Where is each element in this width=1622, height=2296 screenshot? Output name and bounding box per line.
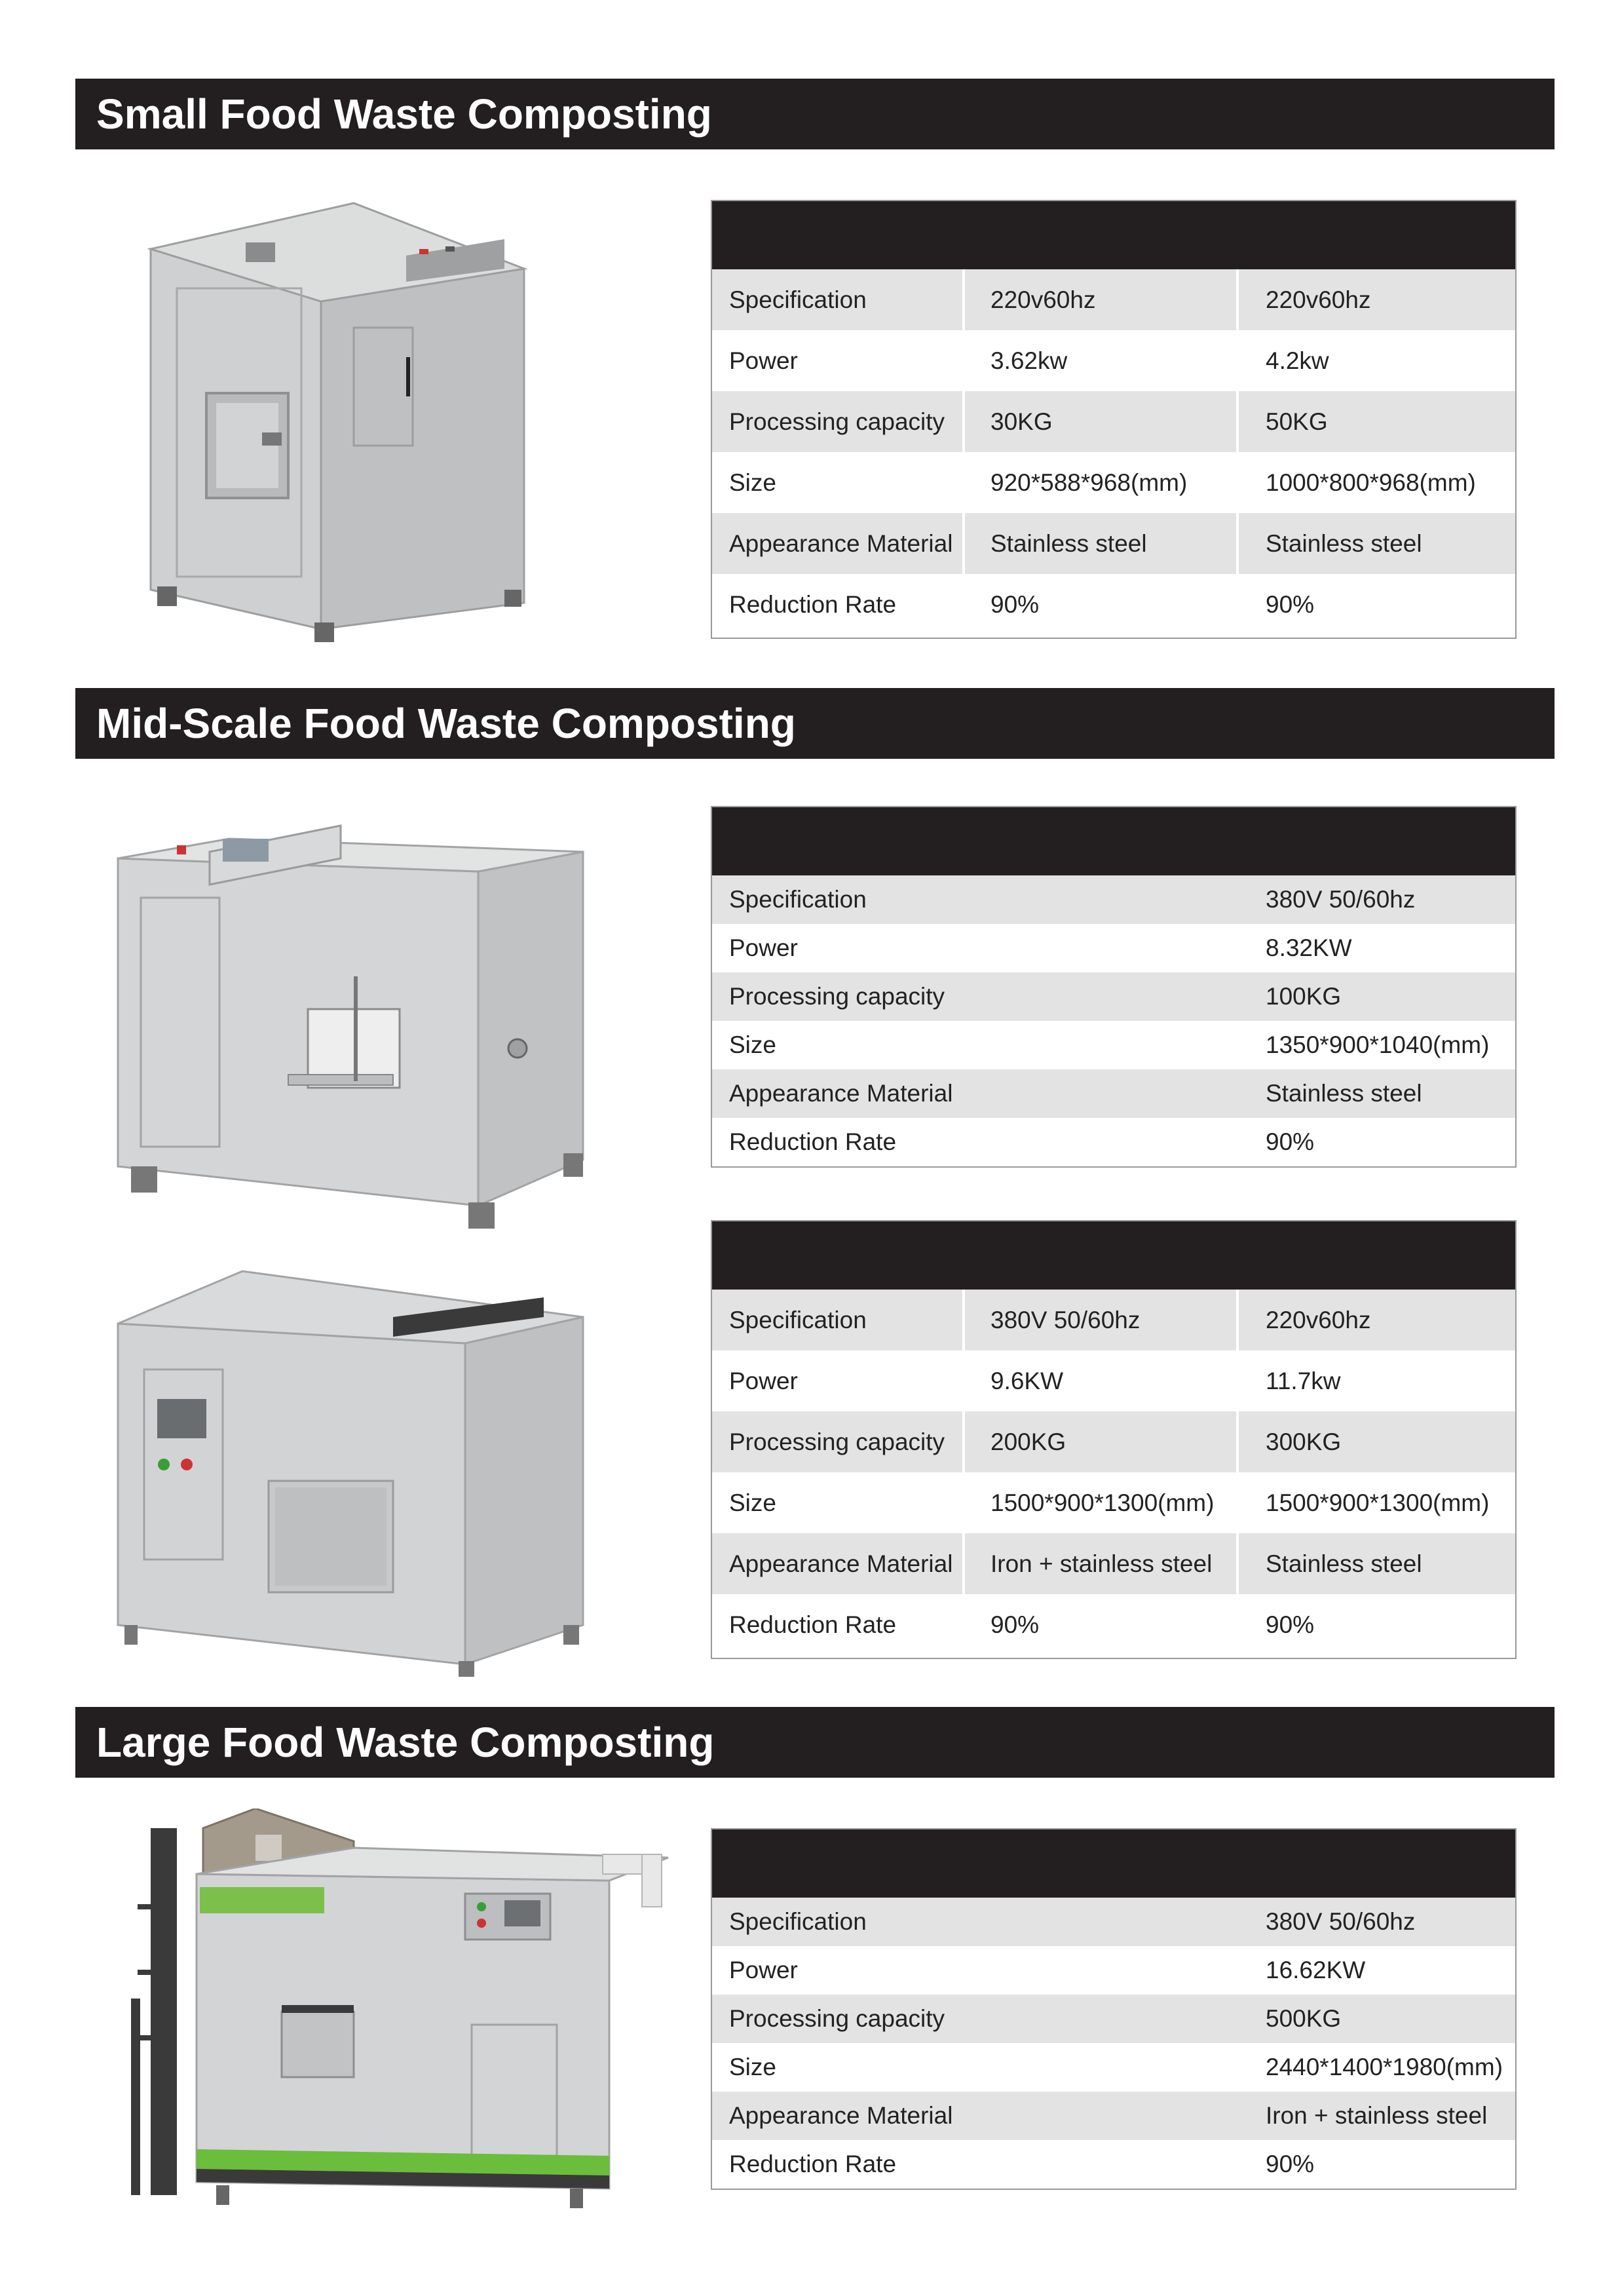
table-row — [712, 1995, 1515, 2043]
row-label: Specification — [729, 1908, 867, 1935]
row-value-2: 220v60hz — [1266, 286, 1371, 313]
row-label: Size — [729, 1489, 776, 1516]
table-row — [712, 1069, 1515, 1118]
row-label: Processing capacity — [729, 1428, 945, 1455]
table-row — [712, 2092, 1515, 2140]
row-value-1: 90% — [990, 1611, 1040, 1638]
row-value-1: 920*588*968(mm) — [990, 469, 1188, 496]
row-label: Specification — [729, 886, 867, 913]
table-header-bar — [712, 807, 1515, 875]
table-header-bar — [712, 201, 1515, 269]
row-label: Reduction Rate — [729, 590, 897, 618]
row-value-1: 30KG — [990, 408, 1053, 435]
row-label: Reduction Rate — [729, 1611, 897, 1638]
row-label: Size — [729, 469, 776, 496]
row-label: Appearance Material — [729, 2102, 953, 2129]
row-value: 90% — [1266, 1128, 1315, 1155]
table-row — [712, 574, 1515, 635]
table-row — [712, 1472, 1515, 1533]
spec-table-large — [711, 1828, 1517, 2190]
table-row — [712, 1021, 1515, 1069]
spec-table-midscale-a — [711, 806, 1517, 1168]
table-row — [712, 2140, 1515, 2189]
row-value-2: 50KG — [1266, 408, 1328, 435]
row-value: 2440*1400*1980(mm) — [1266, 2054, 1503, 2080]
row-label: Appearance Material — [729, 1080, 953, 1107]
section-header-small — [75, 79, 1555, 149]
row-value-2: 1000*800*968(mm) — [1266, 469, 1476, 496]
row-label: Power — [729, 347, 798, 374]
row-value: 100KG — [1266, 983, 1342, 1010]
row-label: Specification — [729, 1306, 867, 1333]
section-title: Small Food Waste Composting — [96, 90, 712, 138]
table-row — [712, 1350, 1515, 1411]
small-composter-image — [138, 197, 544, 655]
table-header-bar — [712, 1221, 1515, 1290]
row-label: Power — [729, 1957, 798, 1983]
table-row — [712, 391, 1515, 452]
row-value-1: 3.62kw — [990, 347, 1068, 374]
row-value: 16.62KW — [1266, 1957, 1366, 1983]
table-row — [712, 513, 1515, 574]
table-row — [712, 1898, 1515, 1946]
section-header-large — [75, 1707, 1555, 1778]
table-row — [712, 1946, 1515, 1995]
row-value-2: Stainless steel — [1266, 529, 1422, 557]
row-value-1: 380V 50/60hz — [990, 1306, 1141, 1333]
table-row — [712, 972, 1515, 1021]
midscale-composter-image-a — [111, 813, 590, 1232]
row-label: Reduction Rate — [729, 2151, 897, 2177]
row-label: Reduction Rate — [729, 1128, 897, 1155]
row-value: Iron + stainless steel — [1266, 2102, 1488, 2129]
table-row — [712, 875, 1515, 924]
row-value-2: 1500*900*1300(mm) — [1266, 1489, 1490, 1516]
row-label: Processing capacity — [729, 983, 945, 1010]
row-value: 500KG — [1266, 2005, 1342, 2032]
table-row — [712, 452, 1515, 513]
row-value-1: Iron + stainless steel — [990, 1550, 1213, 1577]
table-row — [712, 330, 1515, 391]
midscale-composter-image-b — [111, 1258, 590, 1677]
table-row — [712, 269, 1515, 330]
section-title: Large Food Waste Composting — [96, 1719, 715, 1766]
row-label: Size — [729, 2054, 776, 2080]
row-value: 380V 50/60hz — [1266, 1908, 1416, 1935]
row-label: Power — [729, 934, 798, 961]
row-value-1: Stainless steel — [990, 529, 1147, 557]
row-value: 1350*900*1040(mm) — [1266, 1031, 1490, 1058]
row-value-2: 11.7kw — [1266, 1367, 1341, 1394]
row-value: 8.32KW — [1266, 934, 1352, 961]
table-row — [712, 924, 1515, 972]
row-value-2: 90% — [1266, 1611, 1315, 1638]
row-value-2: 90% — [1266, 590, 1315, 618]
row-value: 90% — [1266, 2151, 1315, 2177]
row-value-2: Stainless steel — [1266, 1550, 1422, 1577]
table-row — [712, 1118, 1515, 1166]
row-value-2: 220v60hz — [1266, 1306, 1371, 1333]
table-row — [712, 1411, 1515, 1472]
row-label: Size — [729, 1031, 776, 1058]
table-row — [712, 1594, 1515, 1655]
section-title: Mid-Scale Food Waste Composting — [96, 700, 796, 747]
row-value-1: 90% — [990, 590, 1040, 618]
row-label: Appearance Material — [729, 1550, 953, 1577]
row-label: Processing capacity — [729, 408, 945, 435]
spec-table-small — [711, 200, 1517, 639]
row-value: 380V 50/60hz — [1266, 886, 1416, 913]
row-value-1: 9.6KW — [990, 1367, 1064, 1394]
table-row — [712, 1290, 1515, 1350]
large-composter-image — [98, 1808, 675, 2215]
table-row — [712, 1533, 1515, 1594]
row-value-1: 220v60hz — [990, 286, 1096, 313]
row-value-2: 300KG — [1266, 1428, 1342, 1455]
spec-table-midscale-b — [711, 1220, 1517, 1659]
section-header-midscale — [75, 688, 1555, 759]
row-label: Power — [729, 1367, 798, 1394]
row-value: Stainless steel — [1266, 1080, 1422, 1107]
row-value-1: 200KG — [990, 1428, 1066, 1455]
row-value-2: 4.2kw — [1266, 347, 1329, 374]
table-header-bar — [712, 1829, 1515, 1898]
row-label: Appearance Material — [729, 529, 953, 557]
row-value-1: 1500*900*1300(mm) — [990, 1489, 1215, 1516]
row-label: Specification — [729, 286, 867, 313]
row-label: Processing capacity — [729, 2005, 945, 2032]
table-row — [712, 2043, 1515, 2092]
